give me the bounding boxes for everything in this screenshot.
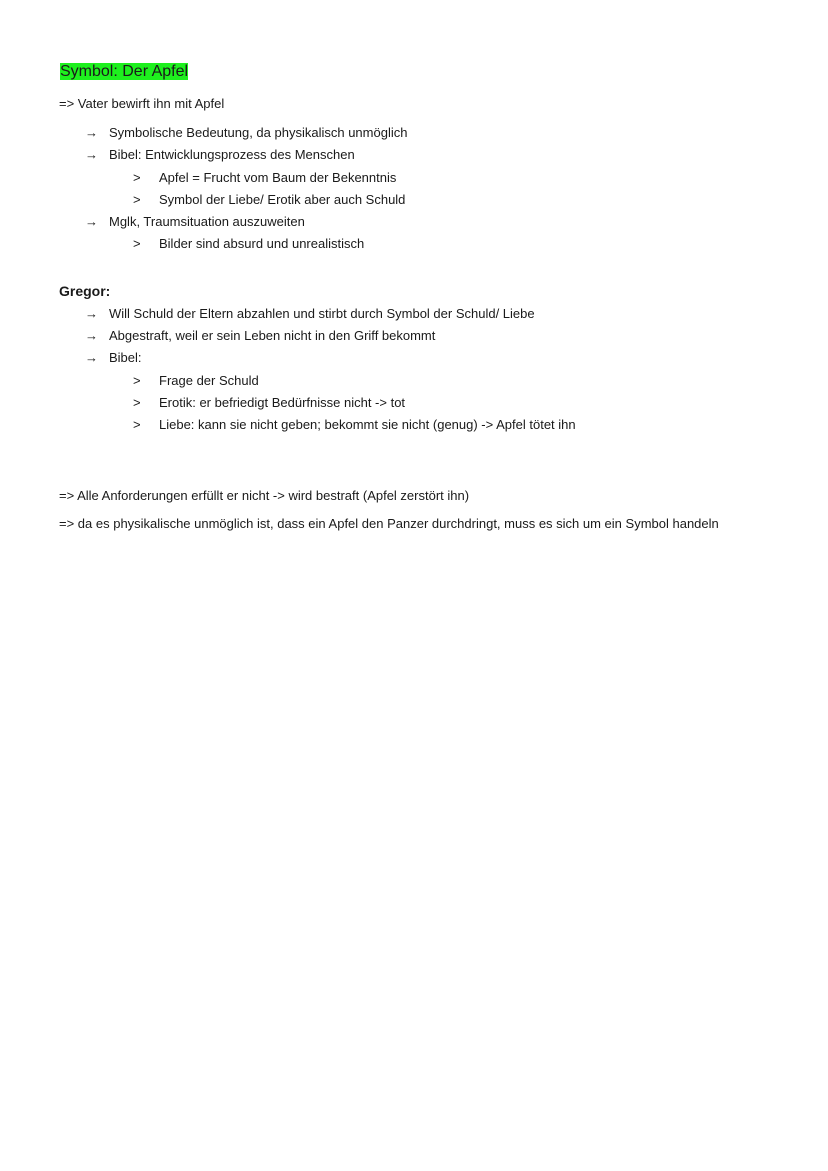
list-item-text: Bibel: Entwicklungsprozess des Menschen bbox=[109, 147, 355, 162]
list-item bbox=[85, 349, 142, 367]
list-item-text: Will Schuld der Eltern abzahlen und stirbt durch Symbol der Schuld/ Liebe bbox=[109, 306, 535, 321]
section-heading: Gregor: bbox=[59, 283, 111, 299]
conclusion-line: => Alle Anforderungen erfüllt er nicht -> wird bestraft (Apfel zerstört ihn) bbox=[59, 488, 470, 503]
chevron-right-icon: > bbox=[133, 417, 141, 432]
title-highlight: Symbol: Der Apfel bbox=[60, 63, 189, 80]
chevron-right-icon: > bbox=[133, 395, 141, 410]
list-item-text: Bibel: bbox=[109, 350, 142, 365]
list-item-text: Symbolische Bedeutung, da physikalisch unmöglich bbox=[109, 125, 408, 140]
sub-list-item bbox=[133, 394, 405, 412]
list-item-text: Abgestraft, weil er sein Leben nicht in den Griff bekommt bbox=[109, 328, 436, 343]
sub-list-item-text: Liebe: kann sie nicht geben; bekommt sie nicht (genug) -> Apfel tötet ihn bbox=[159, 417, 576, 432]
arrow-right-icon: → bbox=[85, 328, 98, 343]
sub-list-item-text: Apfel = Frucht vom Baum der Bekenntnis bbox=[159, 170, 397, 185]
sub-list-item bbox=[133, 372, 259, 390]
chevron-right-icon: > bbox=[133, 192, 141, 207]
arrow-right-icon: → bbox=[85, 214, 98, 229]
list-item bbox=[85, 146, 355, 164]
sub-list-item bbox=[133, 235, 364, 253]
list-item bbox=[85, 213, 305, 231]
arrow-right-icon: → bbox=[85, 350, 98, 365]
arrow-right-icon: → bbox=[85, 147, 98, 162]
list-item bbox=[85, 327, 435, 345]
chevron-right-icon: > bbox=[133, 373, 141, 388]
chevron-right-icon: > bbox=[133, 170, 141, 185]
sub-list-item-text: Symbol der Liebe/ Erotik aber auch Schuld bbox=[159, 192, 406, 207]
conclusion-line: => da es physikalische unmöglich ist, dass ein Apfel den Panzer durchdringt, muss es sich um ein Symbol handeln bbox=[59, 516, 719, 531]
sub-list-item bbox=[133, 169, 396, 187]
intro-line: => Vater bewirft ihn mit Apfel bbox=[59, 96, 225, 111]
list-item bbox=[85, 305, 535, 323]
sub-list-item-text: Frage der Schuld bbox=[159, 373, 259, 388]
page-title bbox=[59, 60, 190, 84]
sub-list-item bbox=[133, 191, 405, 209]
list-item bbox=[85, 124, 407, 142]
sub-list-item-text: Erotik: er befriedigt Bedürfnisse nicht -> tot bbox=[159, 395, 406, 410]
arrow-right-icon: → bbox=[85, 306, 98, 321]
sub-list-item bbox=[133, 416, 576, 434]
arrow-right-icon: → bbox=[85, 125, 98, 140]
chevron-right-icon: > bbox=[133, 236, 141, 251]
list-item-text: Mglk, Traumsituation auszuweiten bbox=[109, 214, 305, 229]
sub-list-item-text: Bilder sind absurd und unrealistisch bbox=[159, 236, 365, 251]
